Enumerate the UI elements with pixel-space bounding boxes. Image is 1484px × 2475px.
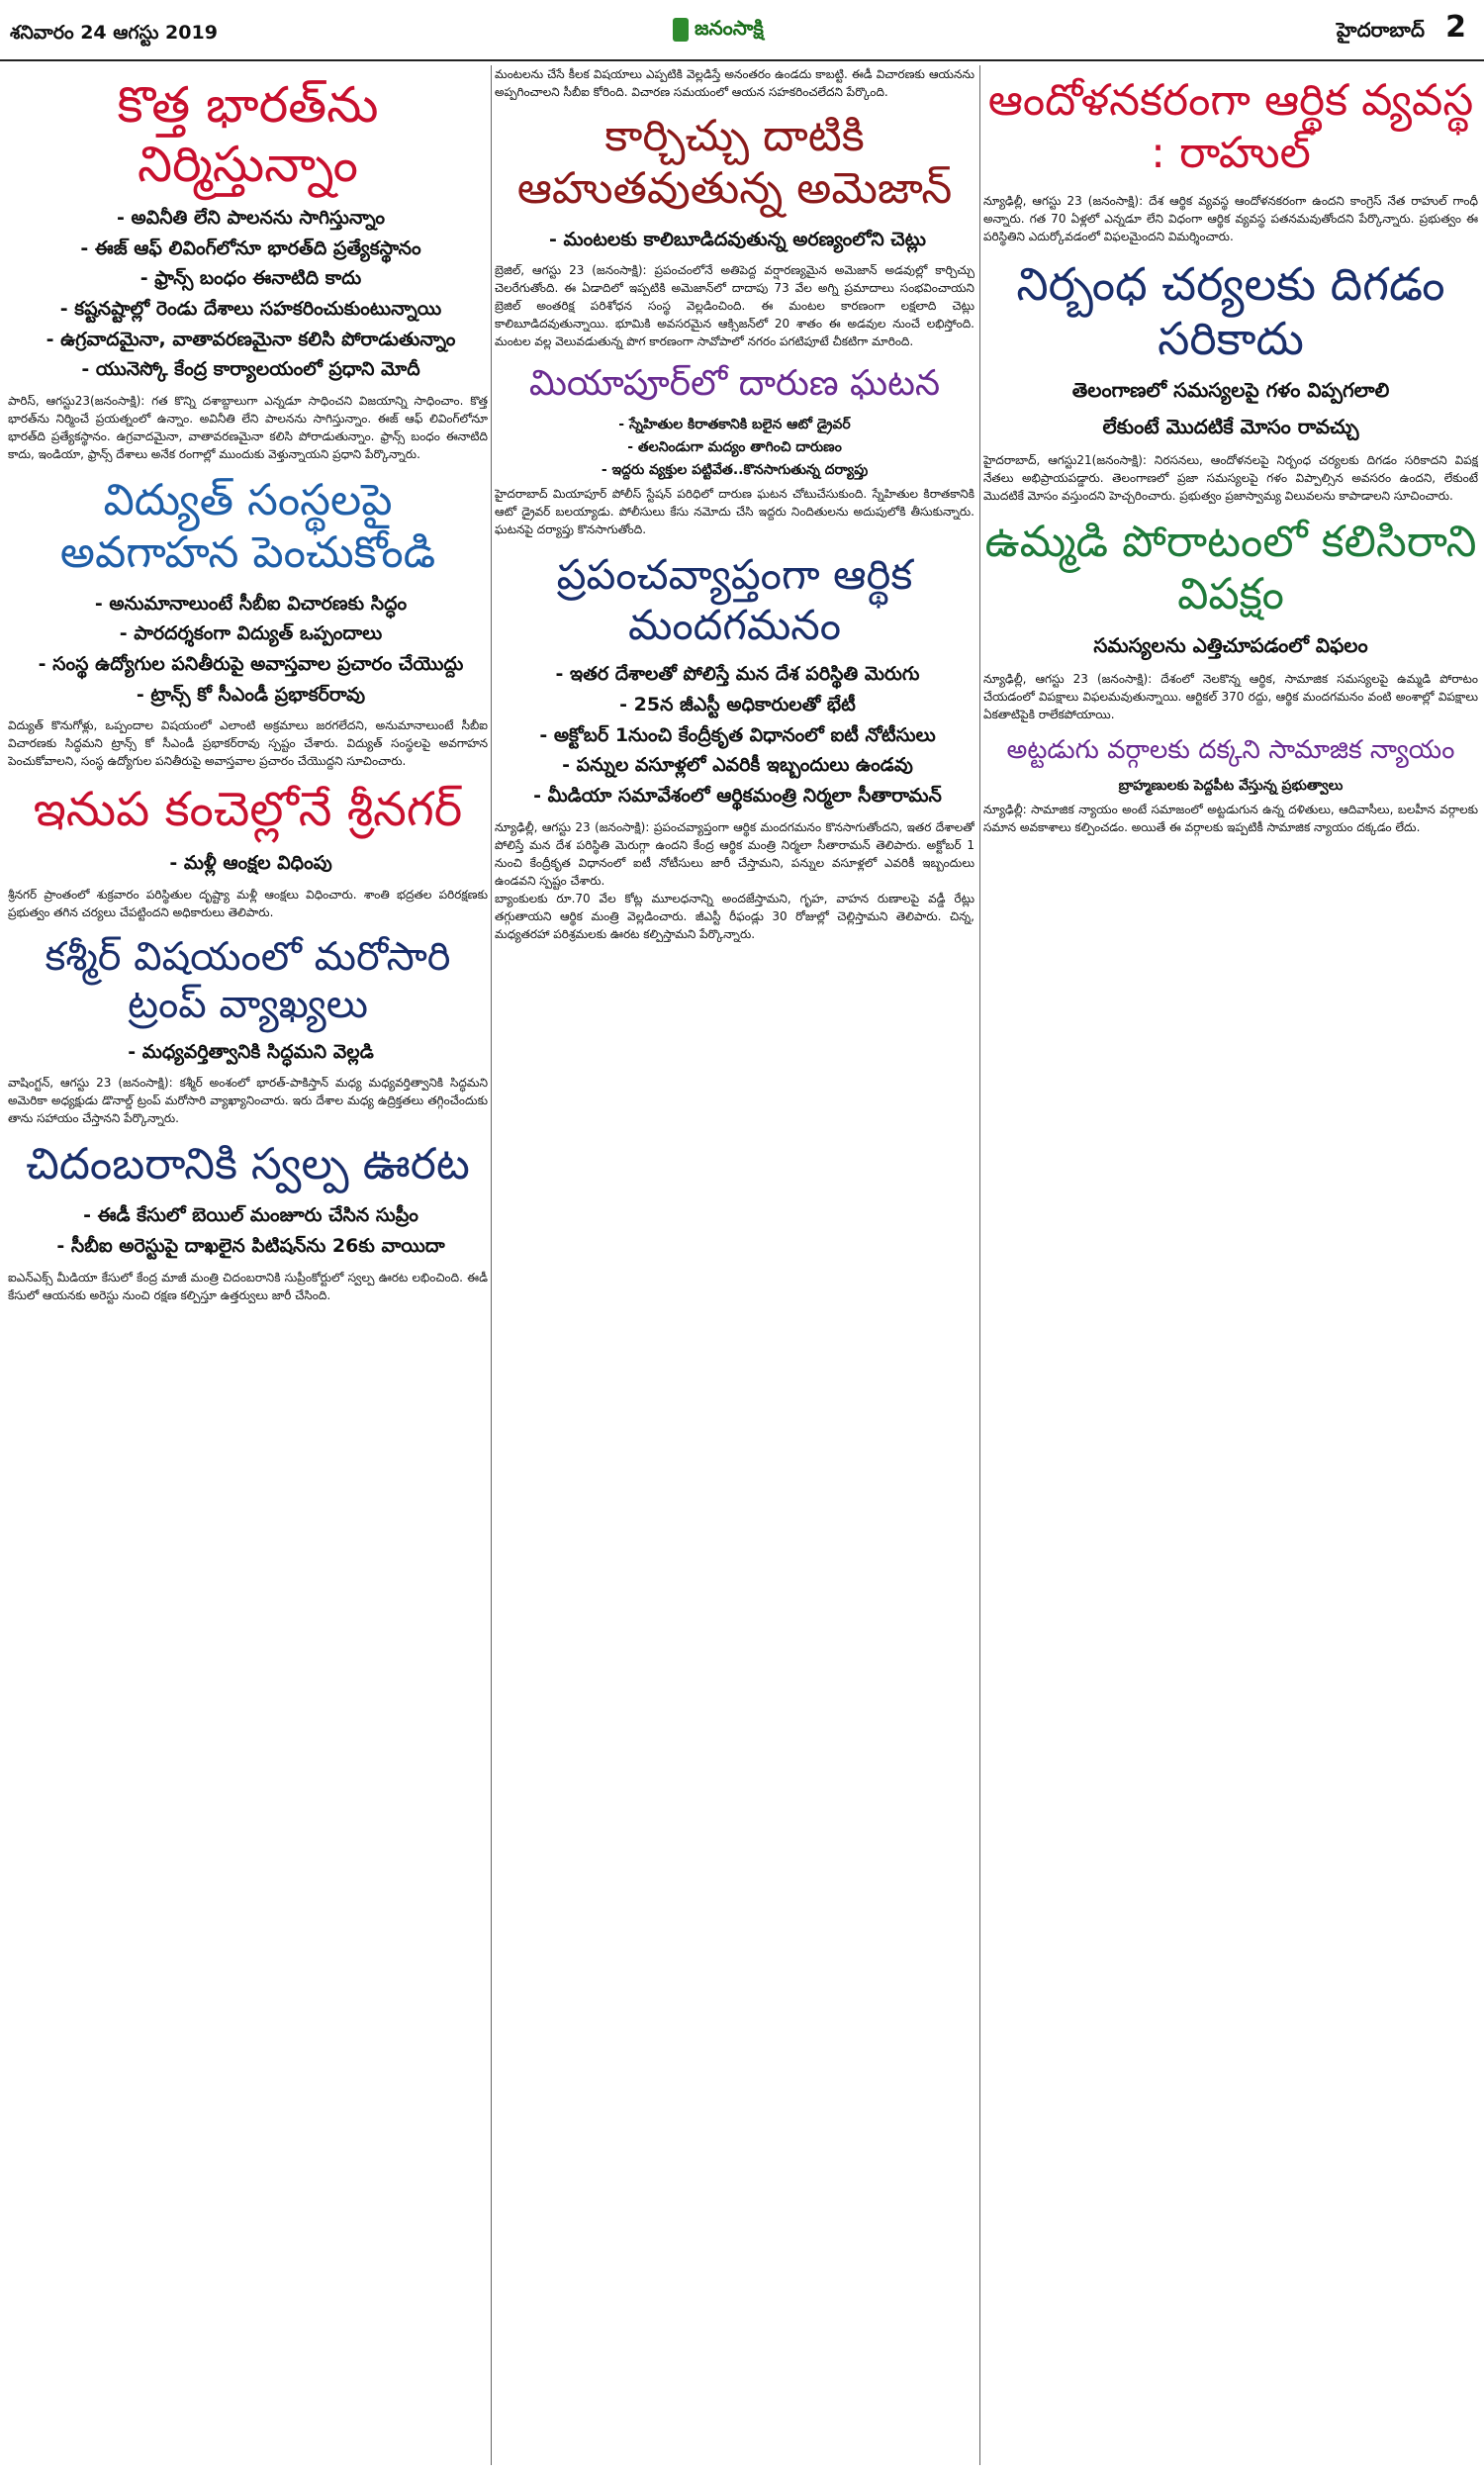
headline: ప్రపంచవ్యాప్తంగా ఆర్థిక మందగమనం bbox=[556, 550, 913, 649]
edition-city: హైదరాబాద్ bbox=[1336, 18, 1425, 42]
story-trump-kashmir bbox=[8, 933, 488, 1128]
article-body: న్యూఢిల్లీ, ఆగస్టు 23 (జనంసాక్షి): ప్రపంచవ్యాప్తంగా ఆర్థిక మందగమనం కొనసాగుతోందని, ఇతర దేశాలతో పోలిస్తే మన దేశ పరిస్థితి మెరుగ్గా ఉందని కేంద్ర ఆర్థిక మంత్రి నిర్మలా సీతారామన్‌ తెలిపారు. అక్టోబర్‌ 1 నుంచి కేంద్రీకృత విధానంలో ఐటీ నోటీసులు జారీ చేస్తామని, పన్నుల వసూళ్లలో ఎవరికీ ఇబ్బందులు ఉండవని స్పష్టం చేశారు. bbox=[495, 819, 974, 888]
subheading: - మీడియా సమావేశంలో ఆర్థికమంత్రి నిర్మలా సీతారామన్‌ bbox=[533, 785, 942, 807]
subheading: బ్రాహ్మణులకు పెద్దపీట వేస్తున్న ప్రభుత్వాలు bbox=[1118, 777, 1344, 794]
headline: ఇనుప కంచెల్లోనే శ్రీనగర్‌ bbox=[33, 782, 463, 838]
story-opposition bbox=[983, 517, 1478, 723]
headline: విద్యుత్‌ సంస్థలపై అవగాహన పెంచుకోండి bbox=[59, 475, 436, 578]
column-1 bbox=[8, 65, 488, 2469]
subheading: - యునెస్కో కేంద్ర కార్యాలయంలో ప్రధాని మోదీ bbox=[81, 358, 420, 381]
headline: కశ్మీర్‌ విషయంలో మరోసారి ట్రంప్‌ వ్యాఖ్యలు bbox=[45, 933, 451, 1027]
subheading: - ఉగ్రవాదమైనా, వాతావరణమైనా కలిసి పోరాడుతున్నాం bbox=[46, 328, 456, 350]
headline: మియాపూర్‌లో దారుణ ఘటన bbox=[528, 363, 941, 405]
story-new-india bbox=[8, 75, 488, 463]
story-chidambaram bbox=[8, 1139, 488, 1303]
story-power-utilities bbox=[8, 475, 488, 770]
story-rahul-economy bbox=[983, 75, 1478, 245]
newspaper-logo bbox=[673, 8, 791, 51]
masthead-rule bbox=[0, 59, 1484, 61]
column-2 bbox=[495, 65, 974, 2469]
subheading: - అనుమానాలుంటే సీబీఐ విచారణకు సిద్ధం bbox=[94, 592, 408, 615]
article-body: ఐఎన్‌ఎక్స్‌ మీడియా కేసులో కేంద్ర మాజీ మంత్రి చిదంబరానికి సుప్రీంకోర్టులో స్వల్ప ఊరట లభించింది. ఈడీ కేసులో ఆయనకు అరెస్టు నుంచి రక్షణ కల్పిస్తూ ఉత్తర్వులు జారీ చేసింది. bbox=[8, 1270, 488, 1302]
article-body: బ్రెజిల్‌, ఆగస్టు 23 (జనంసాక్షి): ప్రపంచంలోనే అతిపెద్ద వర్షారణ్యమైన అమెజాన్‌ అడవుల్లో కార్చిచ్చు చెలరేగుతోంది. ఈ ఏడాదిలో ఇప్పటికి అమెజాన్‌లో దాదాపు 73 వేల అగ్ని ప్రమాదాలు సంభవించాయని బ్రెజిల్‌ అంతరిక్ష పరిశోధన సంస్థ వెల్లడించింది. ఈ మంటల కారణంగా లక్షలాది చెట్లు కాలిబూడిదవుతున్నాయి. భూమికి అవసరమైన ఆక్సిజన్‌లో 20 శాతం ఈ అడవుల నుంచే లభిస్తోంది. మంటల వల్ల వెలువడుతున్న పొగ కారణంగా సావోపాలో నగరం పగటిపూటే చీకటిగా మారింది. bbox=[495, 263, 974, 349]
subheadings bbox=[495, 228, 974, 252]
story-recession bbox=[495, 550, 974, 942]
subheading: లేకుంటే మొదటికే మోసం రావచ్చు bbox=[1102, 414, 1359, 438]
subheading: - సంస్థ ఉద్యోగుల పనితీరుపై అవాస్తవాల ప్రచారం చేయొద్దు bbox=[38, 653, 464, 676]
subheadings bbox=[495, 662, 974, 808]
article-body: హైదరాబాద్‌ మియాపూర్‌ పోలీస్‌ స్టేషన్‌ పరిధిలో దారుణ ఘటన చోటుచేసుకుంది. స్నేహితుల కిరాతకానికి ఆటో డ్రైవర్‌ బలయ్యాడు. పోలీసులు కేసు నమోదు చేసి ఇద్దరు నిందితులను అదుపులోకి తీసుకున్నారు. ఘటనపై దర్యాప్తు కొనసాగుతోంది. bbox=[495, 487, 974, 537]
column-divider bbox=[491, 65, 492, 2465]
column-divider bbox=[979, 65, 980, 2465]
subheading: - స్నేహితుల కిరాతకానికి బలైన ఆటో డ్రైవర్‌ bbox=[618, 417, 851, 433]
article-body: న్యూఢిల్లీ, ఆగస్టు 23 (జనంసాక్షి): దేశంలో నెలకొన్న ఆర్థిక, సామాజిక సమస్యలపై ఉమ్మడి పోరాటం చేయడంలో విపక్షాలు విఫలమవుతున్నాయి. ఆర్టికల్‌ 370 రద్దు, ఆర్థిక మందగమనం వంటి అంశాల్లో విపక్షాలు ఏకతాటిపైకి రాలేకపోయాయి. bbox=[983, 671, 1478, 721]
page-number: 2 bbox=[1445, 10, 1466, 45]
subheading: - పారదర్శకంగా విద్యుత్‌ ఒప్పందాలు bbox=[119, 622, 383, 645]
subheading: - సీబీఐ అరెస్టుపై దాఖలైన పిటిషన్‌ను 26కు వాయిదా bbox=[56, 1234, 445, 1257]
subheading: - కష్టనష్టాల్లో రెండు దేశాలు సహకరించుకుంటున్నాయి bbox=[59, 298, 442, 321]
subheading: - ఈజ్‌ ఆఫ్‌ లివింగ్‌లోనూ భారత్‌ది ప్రత్యేకస్థానం bbox=[80, 237, 421, 259]
issue-date: శనివారం 24 ఆగస్టు 2019 bbox=[10, 22, 218, 44]
subheading: - ఫ్రాన్స్‌ బంధం ఈనాటిది కాదు bbox=[139, 267, 362, 290]
article-body: విద్యుత్‌ కొనుగోళ్లు, ఒప్పందాల విషయంలో ఎలాంటి అక్రమాలు జరగలేదని, అనుమానాలుంటే సీబీఐ విచారణకు సిద్ధమని ట్రాన్స్‌ కో సీఎండీ ప్రభాకర్‌రావు స్పష్టం చేశారు. విద్యుత్‌ సంస్థలపై అవగాహన పెంచుకోవాలని, సంస్థ ఉద్యోగుల పనితీరుపై అవాస్తవాల ప్రచారం చేయొద్దని సూచించారు. bbox=[8, 718, 488, 769]
logo-text: జనంసాక్షి bbox=[695, 15, 764, 40]
headline: ఆందోళనకరంగా ఆర్థిక వ్యవస్థ : రాహుల్‌ bbox=[987, 75, 1474, 178]
article-body: న్యూఢిల్లీ: సామాజిక న్యాయం అంటే సమాజంలో అట్టడుగున ఉన్న దళితులు, ఆదివాసీలు, బలహీన వర్గాలకు సమాన అవకాశాలు కల్పించడం. అయితే ఈ వర్గాలకు ఇప్పటికీ సామాజిక న్యాయం దక్కడం లేదు. bbox=[983, 802, 1478, 834]
subheading: తెలంగాణలో సమస్యలపై గళం విప్పగలాలి bbox=[1071, 377, 1390, 402]
subheading: సమస్యలను ఎత్తిచూపడంలో విఫలం bbox=[1093, 632, 1368, 657]
headline: కార్చిచ్చు దాటికి ఆహుతవుతున్న అమెజాన్‌ bbox=[516, 111, 953, 214]
subheading: - ఇతర దేశాలతో పోలిస్తే మన దేశ పరిస్థితి మెరుగు bbox=[555, 663, 920, 686]
story-social-justice bbox=[983, 735, 1478, 836]
subheading: - ట్రాన్స్‌ కో సీఎండీ ప్రభాకర్‌రావు bbox=[136, 683, 366, 706]
subheading: - ఇద్దరు వ్యక్తుల పట్టివేత..కొనసాగుతున్న దర్యాప్తు bbox=[601, 462, 869, 479]
story-miyapur bbox=[495, 362, 974, 538]
logo-mark-icon bbox=[673, 18, 689, 42]
subheading: - మధ్యవర్తిత్వానికి సిద్ధమని వెల్లడి bbox=[128, 1040, 374, 1063]
article-body: బ్యాంకులకు రూ.70 వేల కోట్ల మూలధనాన్ని అందజేస్తామని, గృహ, వాహన రుణాలపై వడ్డీ రేట్లు తగ్గుతాయని ఆర్థిక మంత్రి వెల్లడించారు. జీఎస్టీ రీఫండ్లు 30 రోజుల్లో చెల్లిస్తామని తెలిపారు. చిన్న, మధ్యతరహా పరిశ్రమలకు ఊరట కల్పిస్తామని పేర్కొన్నారు. bbox=[495, 891, 974, 941]
article-body: న్యూఢిల్లీ, ఆగస్టు 23 (జనంసాక్షి): దేశ ఆర్థిక వ్యవస్థ ఆందోళనకరంగా ఉందని కాంగ్రెస్‌ నేత రాహుల్‌ గాంధీ అన్నారు. గత 70 ఏళ్లలో ఎన్నడూ లేని విధంగా ఆర్థిక వ్యవస్థ పతనమవుతోందని పేర్కొన్నారు. ప్రభుత్వం ఈ పరిస్థితిని ఎదుర్కోవడంలో విఫలమైందని విమర్శించారు. bbox=[983, 193, 1478, 243]
article-body: వాషింగ్టన్‌, ఆగస్టు 23 (జనంసాక్షి): కశ్మీర్‌ అంశంలో భారత్‌-పాకిస్తాన్‌ మధ్య మధ్యవర్తిత్వానికి సిద్ధమని అమెరికా అధ్యక్షుడు డొనాల్డ్‌ ట్రంప్‌ మరోసారి వ్యాఖ్యానించారు. ఇరు దేశాల మధ్య ఉద్రిక్తతలు తగ్గించేందుకు తాను సహాయం చేస్తానని పేర్కొన్నారు. bbox=[8, 1076, 488, 1126]
story-repressive-measures bbox=[983, 257, 1478, 505]
column-3 bbox=[983, 65, 1478, 2469]
story-amazon-fire bbox=[495, 111, 974, 350]
subheading: - మళ్లీ ఆంక్షల విధింపు bbox=[169, 852, 332, 875]
subheading: - ఈడీ కేసులో బెయిల్‌ మంజూరు చేసిన సుప్రీం bbox=[83, 1204, 418, 1227]
subheadings bbox=[8, 206, 488, 382]
subheading: - పన్నుల వసూళ్లలో ఎవరికీ ఇబ్బందులు ఉండవు bbox=[562, 754, 913, 777]
subheading: - అవినీతి లేని పాలనను సాగిస్తున్నాం bbox=[117, 207, 385, 229]
headline: అట్టడుగు వర్గాలకు దక్కని సామాజిక న్యాయం bbox=[1006, 734, 1455, 765]
subheadings bbox=[8, 851, 488, 876]
headline: ఉమ్మడి పోరాటంలో కలిసిరాని విపక్షం bbox=[984, 516, 1477, 619]
headline: చిదంబరానికి స్వల్ప ఊరట bbox=[26, 1139, 470, 1190]
subheading: - తలనిండుగా మద్యం తాగించి దారుణం bbox=[627, 439, 842, 456]
article-body: మంటలను చేసే కీలక విషయాలు ఎప్పటికి వెల్లడిస్తే అనంతరం ఉండదు కాబట్టి. ఈడీ విచారణకు ఆయనను అప్పగించాలని సీబీఐ కోరింది. విచారణ సమయంలో ఆయన సహకరించలేదని పేర్కొంది. bbox=[495, 67, 974, 99]
headline: కొత్త భారత్‌ను నిర్మిస్తున్నాం bbox=[117, 76, 379, 193]
article-body: పారిస్‌, ఆగస్టు23(జనంసాక్షి): గత కొన్ని దశాబ్దాలుగా ఎన్నడూ సాధించని విజయాన్ని సాధించాం. కొత్త భారత్‌ను నిర్మించే ప్రయత్నంలో ఉన్నాం. అవినీతి లేని పాలనను సాగిస్తున్నాం. ఈజ్‌ ఆఫ్‌ లివింగ్‌లోనూ భారత్‌ది ప్రత్యేకస్థానం. ఉగ్రవాదమైనా, వాతావరణమైనా కలిసి పోరాడుతున్నాం. ఫ్రాన్స్‌ బంధం ఈనాటిది కాదు, ఇండియా, ఫ్రాన్స్‌ దేశాలు అనేక రంగాల్లో ముందుకు వెళ్తున్నాయని ప్రధాని పేర్కొన్నారు. bbox=[8, 394, 488, 462]
subheadings bbox=[8, 592, 488, 708]
masthead bbox=[0, 0, 1484, 59]
article-body: శ్రీనగర్‌ ప్రాంతంలో శుక్రవారం పరిస్థితుల దృష్ట్యా మళ్లీ ఆంక్షలు విధించారు. శాంతి భద్రతల పరిరక్షణకు ప్రభుత్వం తగిన చర్యలు చేపట్టిందని అధికారులు తెలిపారు. bbox=[8, 887, 488, 919]
article-body: హైదరాబాద్‌, ఆగస్టు21(జనంసాక్షి): నిరసనలు, ఆందోళనలపై నిర్బంధ చర్యలకు దిగడం సరికాదని విపక్ష నేతలు అభిప్రాయపడ్డారు. తెలంగాణలో ప్రజా సమస్యలపై గళం విప్పాల్సిన అవసరం ఉందని, లేకుంటే మొదటికే మోసం వస్తుందని హెచ్చరించారు. ప్రభుత్వం ప్రజాస్వామ్య విలువలను కాపాడాలని సూచించారు. bbox=[983, 452, 1478, 503]
subheadings bbox=[8, 1203, 488, 1258]
subheading: - మంటలకు కాలిబూడిదవుతున్న అరణ్యంలోని చెట్లు bbox=[548, 228, 926, 250]
subheading: - 25న జీఎస్టీ అధికారులతో భేటీ bbox=[619, 693, 856, 715]
story-srinagar bbox=[8, 782, 488, 920]
subheadings bbox=[8, 1040, 488, 1065]
subheading: - అక్టోబర్‌ 1నుంచి కేంద్రీకృత విధానంలో ఐటీ నోటీసులు bbox=[539, 723, 936, 746]
headline: నిర్బంధ చర్యలకు దిగడం సరికాదు bbox=[1016, 256, 1445, 365]
